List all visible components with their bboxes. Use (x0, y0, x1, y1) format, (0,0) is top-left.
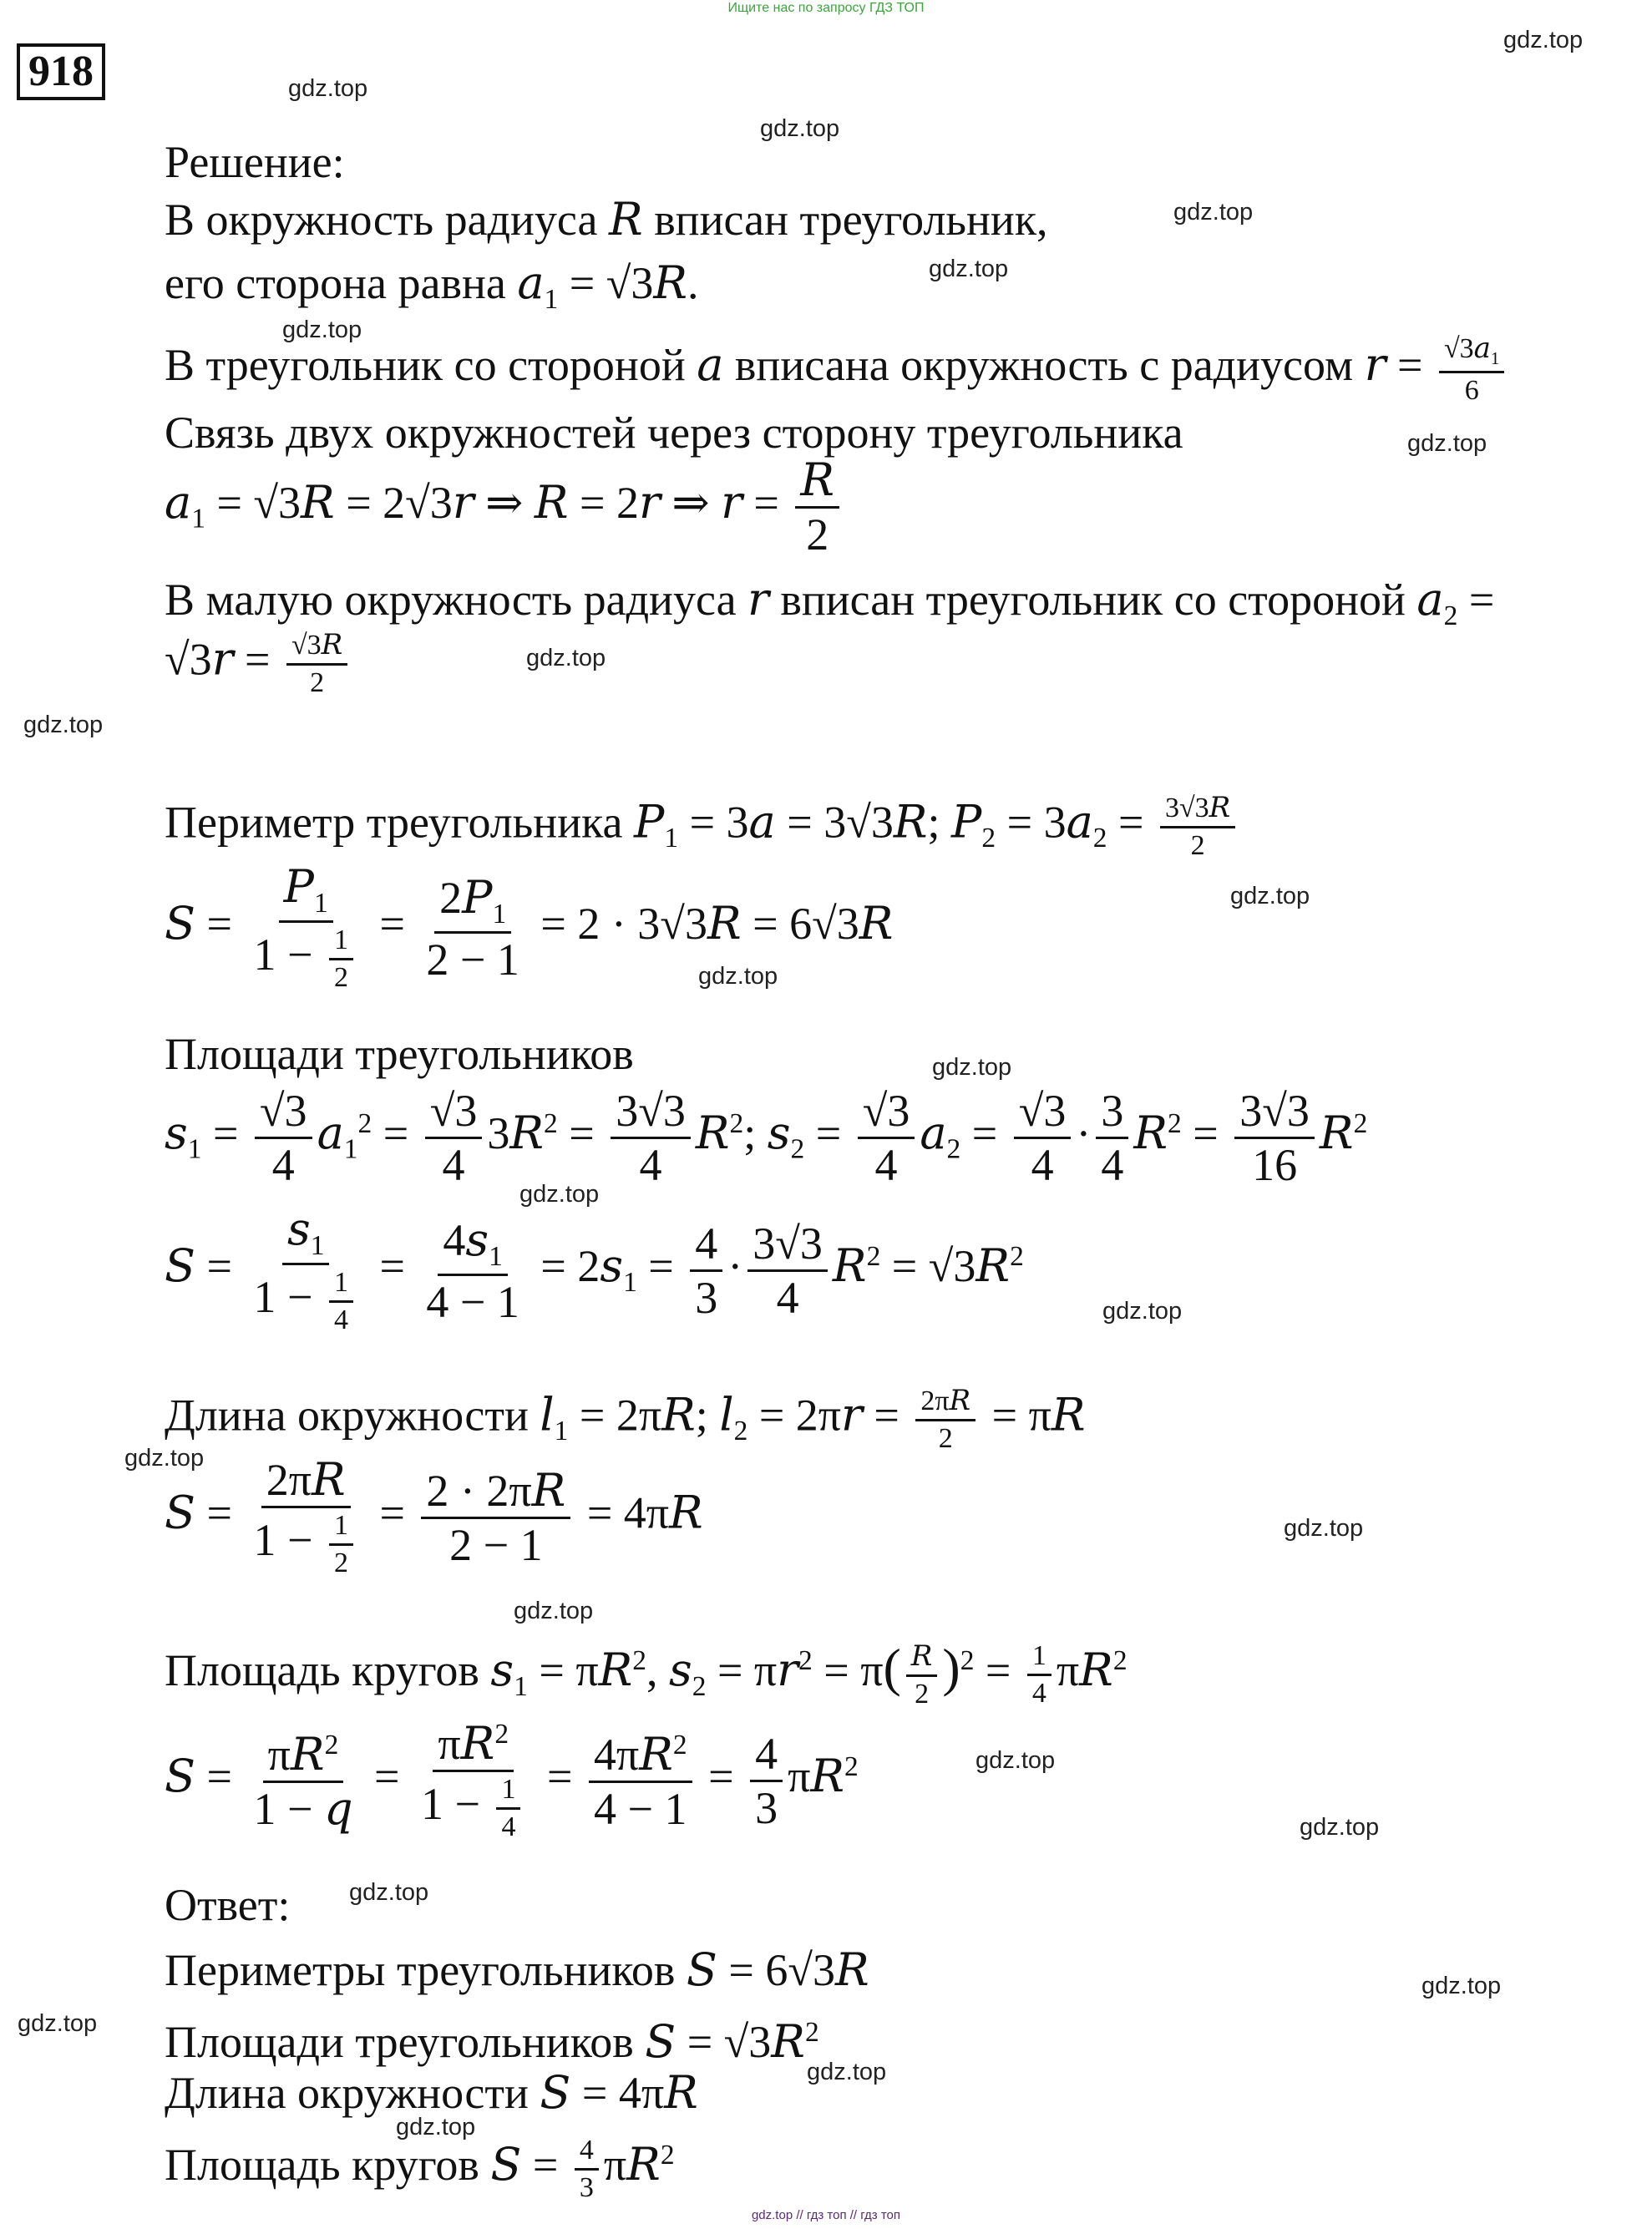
text-line: Периметр треугольника $P_1 = 3a = 3√3R$; $P_2 = 3a_2$ = $\frac{3√3R}{2}$ (165, 793, 1240, 864)
watermark: gdz.top (396, 2114, 476, 2140)
fraction: $\frac{√3}{4}$ (255, 1088, 312, 1188)
fraction: $\frac{√3}{4}$ (425, 1088, 483, 1188)
fraction: $\frac{2\pi R}{2}$ (915, 1386, 975, 1453)
answer-heading: Ответ: (165, 1880, 291, 1930)
watermark: gdz.top (23, 712, 104, 738)
watermark: gdz.top (1284, 1515, 1364, 1542)
watermark: gdz.top (1421, 1973, 1502, 1999)
top-note: Ищите нас по запросу ГДЗ ТОП (727, 1, 925, 15)
watermark: gdz.top (975, 1747, 1056, 1774)
fraction: $\frac{4\pi R^2}{4 - 1}$ (589, 1731, 692, 1831)
formula-line: S = 2πR 1 − $\frac{1}{2}$ = $\frac{2 \cdot 2\pi R}{2 - 1}$ = 4πR (165, 1453, 703, 1578)
formula-line: S = $s_1$ 1 − $\frac{1}{4}$ = $\frac{4s_1}{4 - 1}$ = $2s_1$ = $\frac{4}{3}$ · $\frac{3√3}{4}$ $R^2 = √3R^2$ (165, 1203, 1024, 1336)
watermark: gdz.top (1173, 199, 1254, 225)
formula-line: $s_1$ = $\frac{√3}{4}$ $a_1^2$ = $\frac{√3}{4}$ $3R^2$ = $\frac{3√3}{4}$ $R^2$; $s_2$ = $\frac{√3}{4}$ $a_2$ = $\frac{√3}{4}$ · $\frac{3}{4}$ $R^2$ = $\frac{3√3}{16}$ $R^2$ (165, 1086, 1368, 1190)
text-line: Площади треугольников (165, 1029, 634, 1079)
watermark: gdz.top (1407, 430, 1487, 457)
text-line: В треугольник со стороной a вписана окружность с радиусом r = $\frac{√3a_1}{6}$ (165, 334, 1509, 405)
text-line: Связь двух окружностей через сторону треугольника (165, 408, 1183, 458)
watermark: gdz.top (288, 75, 368, 102)
fraction: $\frac{2P_1}{2 - 1}$ (426, 870, 519, 985)
answer-line: Периметры треугольников S = 6√3R (165, 1943, 869, 1996)
fraction: $s_1$ 1 − $\frac{1}{4}$ (248, 1207, 362, 1335)
watermark: gdz.top (1503, 27, 1584, 53)
watermark: gdz.top (698, 963, 778, 990)
text-line: его сторона равна $a_1 = √3R$. (165, 256, 699, 315)
watermark: gdz.top (349, 1879, 429, 1906)
fraction: $\frac{4}{3}$ (575, 2136, 599, 2202)
fraction: 2πR 1 − $\frac{1}{2}$ (248, 1457, 362, 1578)
watermark: gdz.top (124, 1445, 205, 1472)
fraction: $\frac{√3}{4}$ (858, 1088, 915, 1188)
watermark: gdz.top (1102, 1298, 1183, 1325)
fraction: $\frac{R}{2}$ (795, 458, 839, 557)
fraction: $\frac{√3a_1}{6}$ (1439, 334, 1505, 405)
fraction: $\frac{√3R}{2}$ (286, 631, 347, 697)
watermark: gdz.top (18, 2010, 98, 2037)
answer-line: Площади треугольников $S = √3R^2$ (165, 2015, 819, 2068)
fraction: $\frac{3√3}{4}$ (611, 1088, 691, 1188)
fraction: $\frac{\pi R^2}{1 - q}$ (253, 1727, 353, 1835)
watermark: gdz.top (929, 256, 1009, 282)
fraction: $\frac{1}{4}$ (1027, 1642, 1052, 1708)
text-line: Площадь кругов $s_1 = \pi R^2$, $s_2 = \pi r^2 = \pi$( $\frac{R}{2}$ )$^2$ = $\frac{1}{4}$ $\pi R^2$ (165, 1638, 1128, 1710)
watermark: gdz.top (514, 1598, 594, 1624)
fraction: $\frac{√3}{4}$ (1014, 1088, 1072, 1188)
answer-line: Длина окружности S = 4πR (165, 2066, 698, 2119)
footer-note: gdz.top // гдз топ // гдз топ (751, 2208, 901, 2222)
formula-line: $a_1 = √3R = 2√3r$ ⇒ R = 2r ⇒ r = $\frac{R}{2}$ (165, 458, 844, 557)
solution-heading: Решение: (165, 137, 345, 187)
answer-line: Площадь кругов S = $\frac{4}{3}$ $\pi R^2$ (165, 2135, 675, 2204)
watermark: gdz.top (519, 1181, 600, 1208)
watermark: gdz.top (282, 317, 362, 343)
fraction: $\frac{2 \cdot 2\pi R}{2 - 1}$ (421, 1468, 570, 1568)
watermark: gdz.top (1300, 1814, 1380, 1841)
fraction: $\pi R^2$ 1 − $\frac{1}{4}$ (416, 1720, 530, 1841)
fraction: $\frac{3√3}{4}$ (747, 1221, 828, 1320)
fraction: $\frac{3√3}{16}$ (1234, 1088, 1315, 1188)
fraction: $\frac{3}{4}$ (1096, 1088, 1128, 1188)
formula-line: S = $P_1$ 1 − $\frac{1}{2}$ = $\frac{2P_1}{2 - 1}$ = 2 · 3√3R = 6√3R (165, 860, 894, 994)
fraction: $\frac{R}{2}$ (906, 1642, 938, 1709)
watermark: gdz.top (807, 2059, 887, 2085)
text-line: В малую окружность радиуса r вписан треугольник со стороной $a_2$ = (165, 573, 1495, 631)
watermark: gdz.top (1230, 883, 1310, 909)
problem-number: 918 (17, 43, 105, 100)
text-line: Длина окружности $l_1 = 2\pi R$; $l_2 = 2\pi r$ = $\frac{2\pi R}{2}$ = πR (165, 1384, 1086, 1454)
watermark: gdz.top (932, 1054, 1012, 1081)
fraction: $\frac{4}{3}$ (750, 1731, 783, 1831)
fraction: $\frac{4s_1}{4 - 1}$ (426, 1213, 519, 1327)
watermark: gdz.top (760, 115, 840, 142)
watermark: gdz.top (526, 645, 606, 671)
formula-line: √3r = $\frac{√3R}{2}$ (165, 631, 352, 697)
text-line: В окружность радиуса R вписан треугольник, (165, 193, 1048, 246)
fraction: $\frac{3√3R}{2}$ (1160, 793, 1235, 860)
formula-line: S = $\frac{\pi R^2}{1 - q}$ = $\pi R^2$ 1 − $\frac{1}{4}$ = $\frac{4\pi R^2}{4 - 1}$ = $\frac{4}{3}$ $\pi R^2$ (165, 1717, 859, 1842)
fraction: $P_1$ 1 − $\frac{1}{2}$ (248, 864, 362, 992)
fraction: $\frac{4}{3}$ (690, 1221, 722, 1320)
